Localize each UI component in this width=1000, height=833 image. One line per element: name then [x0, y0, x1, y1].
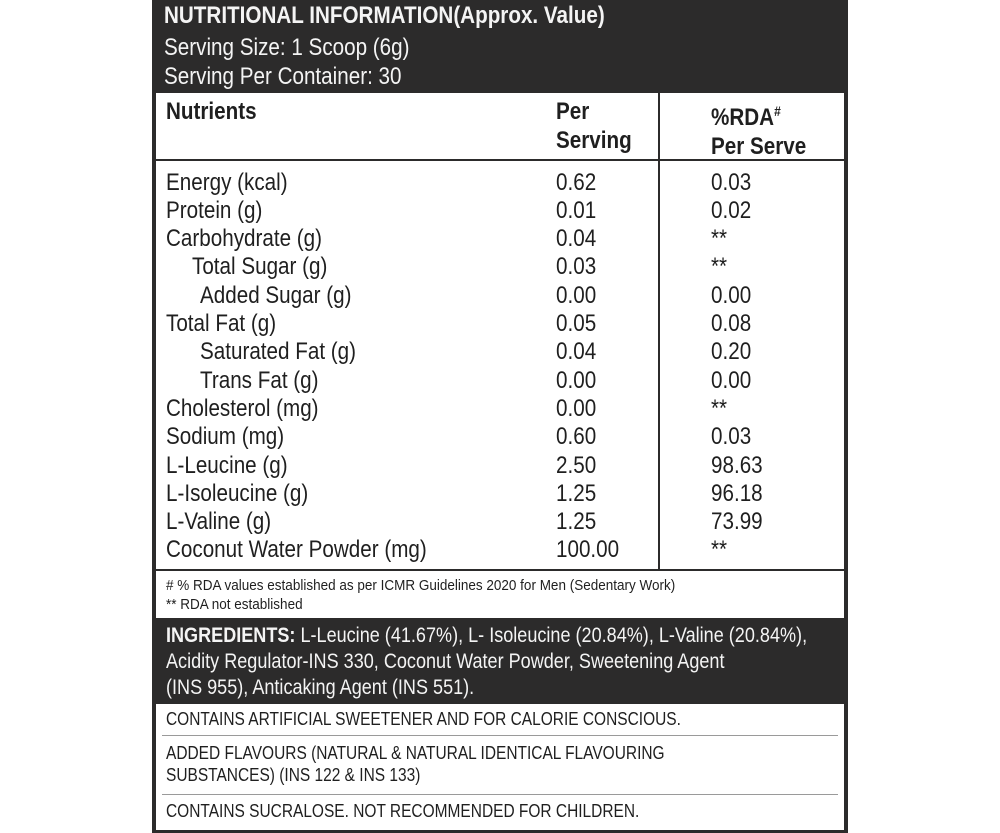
table-row [156, 452, 844, 480]
table-row [156, 395, 844, 423]
serving-size: Serving Size: 1 Scoop (6g) [164, 34, 410, 61]
warning-artificial-sweetener: CONTAINS ARTIFICIAL SWEETENER AND FOR CALORIE CONSCIOUS. [166, 709, 681, 729]
warning-added-flavours-line1: ADDED FLAVOURS (NATURAL & NATURAL IDENTICAL FLAVOURING [166, 743, 665, 763]
rda-value: 98.63 [711, 452, 763, 479]
rda-value: 0.02 [711, 197, 752, 224]
nutrient-name: L-Isoleucine (g) [166, 480, 309, 507]
ingredients-line1: INGREDIENTS: L-Leucine (41.67%), L- Isoleucine (20.84%), L-Valine (20.84%), [166, 624, 808, 647]
table-row [156, 197, 844, 225]
per-serving-value: 0.03 [556, 253, 597, 280]
nutrient-name: Protein (g) [166, 197, 263, 224]
per-serving-value: 2.50 [556, 452, 597, 479]
table-row [156, 310, 844, 338]
col-header-per-line1: Per [556, 98, 590, 125]
warnings-section [152, 704, 848, 833]
nutrient-name: Carbohydrate (g) [166, 225, 323, 252]
warning-divider [162, 735, 838, 736]
nutrient-name: Saturated Fat (g) [200, 338, 357, 365]
rda-value: 0.03 [711, 169, 752, 196]
nutrient-name: Trans Fat (g) [200, 367, 319, 394]
table-row [156, 225, 844, 253]
footer-divider [156, 569, 844, 571]
rda-footnote: # % RDA values established as per ICMR Guidelines 2020 for Men (Sedentary Work) [166, 577, 676, 594]
rda-hash-mark: # [774, 103, 781, 119]
warning-divider [162, 794, 838, 795]
col-header-rda-line1: %RDA# [711, 103, 781, 131]
nutrient-name: Added Sugar (g) [200, 282, 352, 309]
rda-value: 0.00 [711, 282, 752, 309]
table-row [156, 480, 844, 508]
per-serving-value: 0.00 [556, 367, 597, 394]
nutrient-name: L-Leucine (g) [166, 452, 288, 479]
label-title: NUTRITIONAL INFORMATION(Approx. Value) [164, 2, 605, 29]
nutrient-name: Total Fat (g) [166, 310, 277, 337]
nutrient-name: Cholesterol (mg) [166, 395, 319, 422]
nutrient-name: L-Valine (g) [166, 508, 272, 535]
ingredients-label: INGREDIENTS: [166, 624, 296, 647]
col-header-rda [711, 97, 806, 161]
col-header-nutrients: Nutrients [166, 98, 257, 125]
nutrient-name: Total Sugar (g) [192, 253, 328, 280]
per-serving-value: 0.00 [556, 282, 597, 309]
rda-not-established-note: ** RDA not established [166, 596, 303, 613]
nutrition-label [152, 0, 848, 833]
warning-added-flavours-line2: SUBSTANCES) (INS 122 & INS 133) [166, 765, 421, 785]
table-row [156, 367, 844, 395]
ingredients-section [152, 618, 848, 704]
per-serving-value: 100.00 [556, 536, 620, 563]
per-serving-value: 1.25 [556, 480, 597, 507]
warning-sucralose: CONTAINS SUCRALOSE. NOT RECOMMENDED FOR CHILDREN. [166, 801, 640, 821]
rda-value: 0.03 [711, 423, 752, 450]
table-row [156, 338, 844, 366]
table-row [156, 253, 844, 281]
ingredients-line3: (INS 955), Anticaking Agent (INS 551). [166, 676, 475, 699]
table-row [156, 282, 844, 310]
per-serving-value: 0.62 [556, 169, 597, 196]
nutrient-name: Energy (kcal) [166, 169, 288, 196]
per-serving-value: 0.60 [556, 423, 597, 450]
table-row [156, 536, 844, 564]
nutrition-table [152, 93, 848, 618]
per-serving-value: 0.04 [556, 225, 597, 252]
table-row [156, 169, 844, 197]
col-header-rda-line2: Per Serve [711, 133, 807, 160]
per-serving-value: 0.00 [556, 395, 597, 422]
rda-value: 0.08 [711, 310, 752, 337]
per-serving-value: 0.05 [556, 310, 597, 337]
nutrient-name: Coconut Water Powder (mg) [166, 536, 427, 563]
rda-value: ** [711, 536, 728, 563]
servings-per-container: Serving Per Container: 30 [164, 63, 402, 90]
rda-value: 96.18 [711, 480, 763, 507]
rda-value: 0.00 [711, 367, 752, 394]
ingredients-line2: Acidity Regulator-INS 330, Coconut Water Powder, Sweetening Agent [166, 650, 725, 673]
label-header [152, 0, 848, 93]
per-serving-value: 1.25 [556, 508, 597, 535]
rda-value: ** [711, 253, 728, 280]
col-header-per-line2: Serving [556, 127, 632, 154]
per-serving-value: 0.04 [556, 338, 597, 365]
table-row [156, 508, 844, 536]
rda-value: 73.99 [711, 508, 763, 535]
rda-value: ** [711, 225, 728, 252]
table-row [156, 423, 844, 451]
per-serving-value: 0.01 [556, 197, 597, 224]
nutrient-name: Sodium (mg) [166, 423, 285, 450]
rda-value: ** [711, 395, 728, 422]
col-header-per-serving [556, 97, 632, 155]
rda-value: 0.20 [711, 338, 752, 365]
